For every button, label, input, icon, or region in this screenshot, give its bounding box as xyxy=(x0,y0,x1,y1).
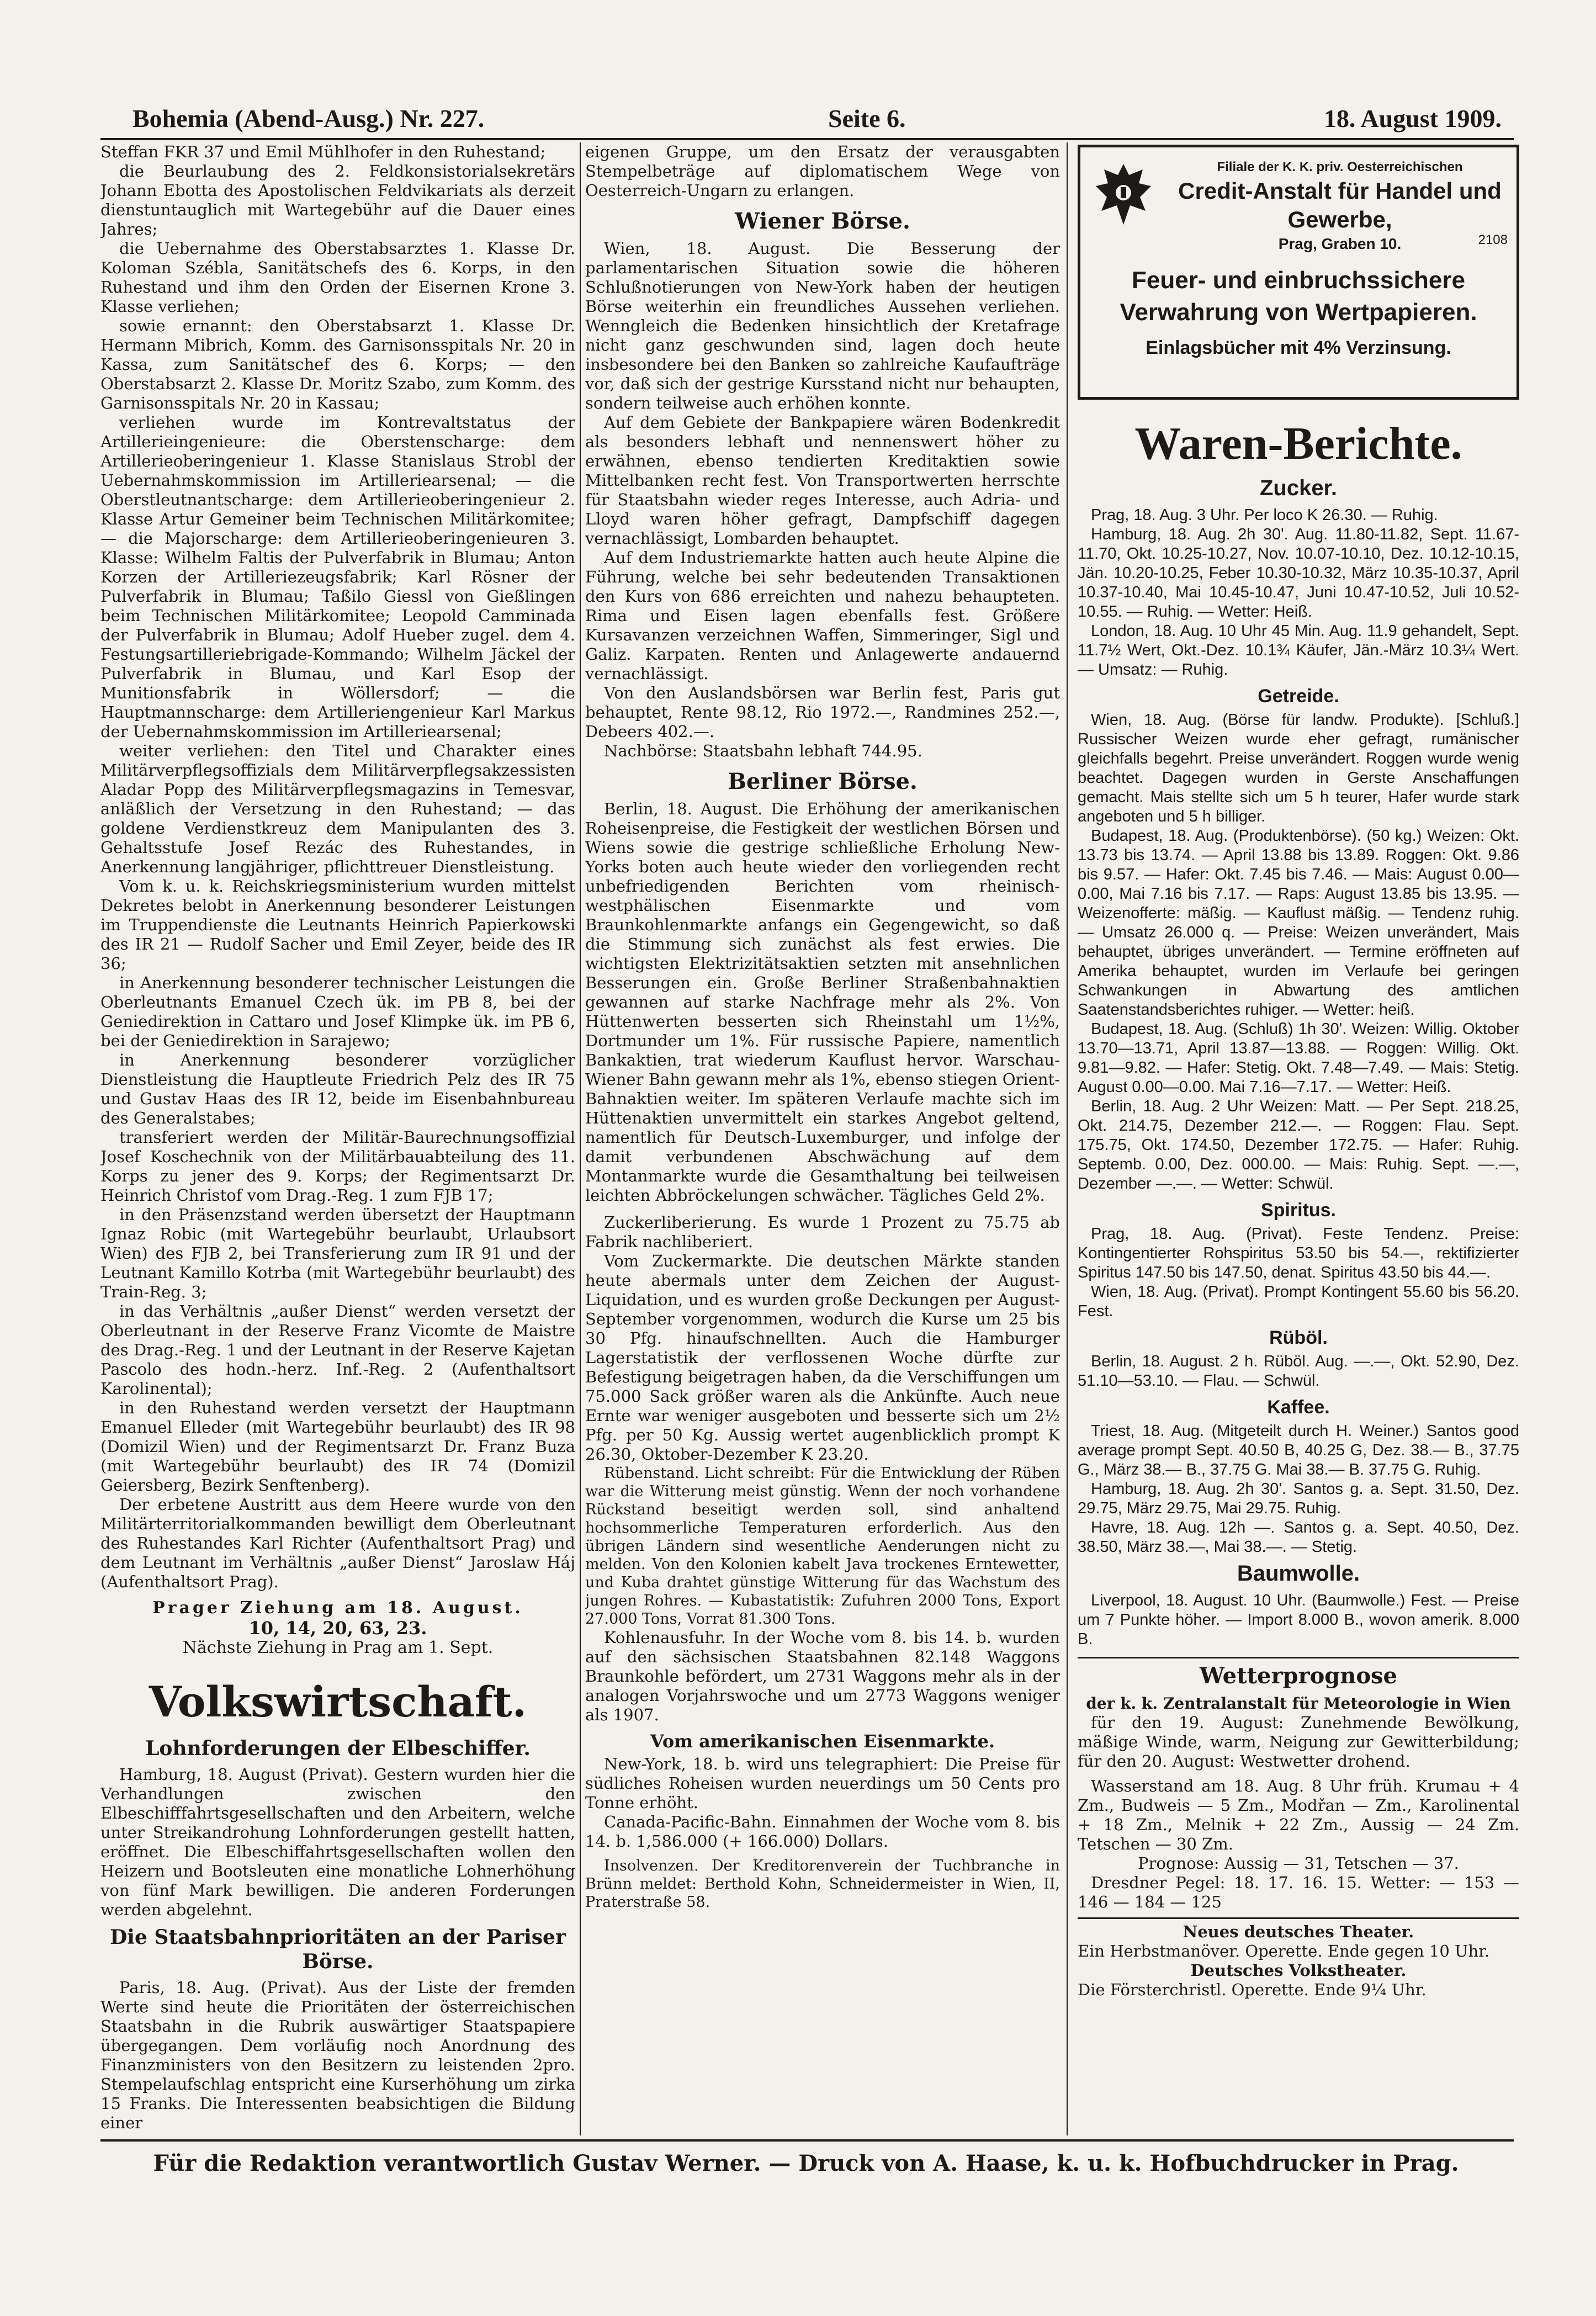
article-paragraph: die Uebernahme des Oberstabsarztes 1. Klasse Dr. Koloman Szébla, Sanitätschefs des 6. Korps, in den Ruhestand und ihm den Orden der Eisernen Krone 3. Klasse verliehen; xyxy=(100,239,575,316)
market-report: Budapest, 18. Aug. (Produktenbörse). (50 kg.) Weizen: Okt. 13.73 bis 13.74. — April 13.88 bis 13.89. Roggen: Okt. 9.86 bis 9.57. — Hafer: Okt. 7.45 bis 7.46. — Mais: August 0.00—0.00, Mai 7.16 bis 7.17. — Raps: August 13.85 bis 13.95. — Weizenofferte: mäßig. — Kauflust mäßig. — Tendenz ruhig. — Umsatz 26.000 q. — Preise: Weizen unverändert, Mais behauptet, übriges unverändert. — Termine eröffneten auf Amerika behauptet, wurden im Verlaufe bei geringen Schwankungen in Abwartung des amtlichen Saatenstandsberichtes ruhiger. — Wetter: heiß. xyxy=(1078,827,1519,1019)
category-zucker: Zucker. xyxy=(1259,476,1338,500)
column-3 xyxy=(1078,142,1519,2135)
category-baumwolle: Baumwolle. xyxy=(1237,1561,1360,1586)
article-paragraph: Wien, 18. August. Die Besserung der parlamentarischen Situation sowie die höheren Schlußnotierungen von New-York haben der heutigen Börse weiterhin ein freundliches Aussehen verliehen. Wenngleich die Bedenken hinsichtlich der Kretafrage nicht ganz geschwunden sind, lagen doch heute insbesondere bei den Banken so zahlreiche Kaufaufträge vor, daß sich der gestrige Kursstand nicht nur behaupten, sondern teilweise auch erhöhen konnte. xyxy=(585,239,1060,412)
article-paragraph: weiter verliehen: den Titel und Charakter eines Militärverpflegsoffizials dem Militärverpflegsakzessisten Aladar Popp des Militärverpflegsmagazins in Temesvar, anläßlich der Versetzung in den Ruhestand; — das goldene Verdienstkreuz dem Manipulanten des 3. Gehaltsstufe Josef Rezác des Ruhestandes, in Anerkennung langjähriger, pflichttreuer Dienstleistung. xyxy=(100,741,575,876)
weather-forecast: für den 19. August: Zunehmende Bewölkung, mäßige Winde, warm, Neigung zur Gewitterbildung; für den 20. August: Westwetter drohend. xyxy=(1078,1713,1519,1771)
article-paragraph: in den Präsenzstand werden übersetzt der Hauptmann Ignaz Robic (mit Wartegebühr beurlaubt, Urlaubsort Wien) des FJB 2, bei Transferierung zum IR 91 und der Leutnant Kamillo Kotrba (mit Wartegebühr beurlaubt) des Train-Reg. 3; xyxy=(100,1205,575,1301)
article-paragraph: Paris, 18. Aug. (Privat). Aus der Liste der fremden Werte sind heute die Prioritäten der österreichischen Staatsbahn in die Rubrik auswärtiger Staatspapiere übergegangen. Dem vorläufig noch Anordnung des Finanzministers von den Besitzern zu leistenden 2pro. Stempelaufschlag entspricht eine Kurserhöhung um zirka 15 Franks. Die Interessenten beabsichtigen die Bildung einer xyxy=(100,1978,575,2132)
bank-advertisement xyxy=(1078,145,1519,400)
article-paragraph: Nachbörse: Staatsbahn lebhaft 744.95. xyxy=(604,741,922,760)
water-level-report: Wasserstand am 18. Aug. 8 Uhr früh. Krumau + 4 Zm., Budweis — 5 Zm., Modřan — Zm., Karolinental + 18 Zm., Melnik + 22 Zm., Aussig — 24 Zm. Tetschen — 30 Zm. xyxy=(1078,1777,1519,1853)
page-header xyxy=(132,98,1502,148)
article-paragraph: Steffan FKR 37 und Emil Mühlhofer in den Ruhestand; xyxy=(100,142,546,161)
ad-interest-rate: Einlagsbücher mit 4% Verzinsung. xyxy=(1146,337,1451,358)
market-report: Prag, 18. Aug. 3 Uhr. Per loco K 26.30. — Ruhig. xyxy=(1091,506,1438,524)
market-report: Liverpool, 18. August. 10 Uhr. (Baumwolle.) Fest. — Preise um 7 Punkte höher. — Import 8.000 B., wovon amerik. 8.000 B. xyxy=(1078,1592,1519,1648)
ad-headline: Feuer- und einbruchssichere Verwahrung von Wertpapieren. xyxy=(1120,267,1477,326)
market-report: Havre, 18. Aug. 12h —. Santos g. a. Sept. 40.50, Dez. 38.50, März 38.—, Mai 38.—. — Stetig. xyxy=(1078,1519,1519,1556)
header-paper-title: Bohemia (Abend-Ausg.) Nr. 227. xyxy=(132,104,485,133)
article-paragraph: Insolvenzen. Der Kreditorenverein der Tuchbranche in Brünn meldet: Berthold Kohn, Schneidermeister in Wien, II, Praterstraße 58. xyxy=(585,1857,1060,1911)
footer-rule xyxy=(100,2139,1514,2142)
column-1 xyxy=(100,142,575,2135)
category-spiritus: Spiritus. xyxy=(1260,1200,1337,1221)
double-eagle-emblem-icon xyxy=(1090,158,1157,230)
article-title-lohnforderungen: Lohnforderungen der Elbeschiffer. xyxy=(145,1737,531,1760)
article-title-wiener-boerse: Wiener Börse. xyxy=(735,208,910,234)
dresden-gauge: Dresdner Pegel: 18. 17. 16. 15. Wetter: — 153 — 146 — 184 — 125 xyxy=(1078,1873,1519,1911)
article-paragraph: Zuckerliberierung. Es wurde 1 Prozent zu 75.75 ab Fabrik nachliberiert. xyxy=(585,1213,1060,1251)
market-report: Berlin, 18. August. 2 h. Rüböl. Aug. —.—, Okt. 52.90, Dez. 51.10—53.10. — Flau. — Schwül. xyxy=(1078,1353,1519,1390)
article-paragraph: New-York, 18. b. wird uns telegraphiert: Die Preise für südliches Roheisen wurden neuerdings um 50 Cents pro Tonne erhöht. xyxy=(585,1755,1060,1812)
weather-title: Wetterprognose xyxy=(1199,1663,1397,1689)
article-paragraph: in das Verhältnis „außer Dienst“ werden versetzt der Oberleutnant in der Reserve Franz Vicomte de Maistre des Drag.-Reg. 1 und der Leutnant in der Reserve Kajetan Pascolo des hodn.-herz. Inf.-Reg. 2 (Aufenthaltsort Karolinental); xyxy=(100,1302,575,1398)
ad-code: 2108 xyxy=(1478,232,1508,247)
article-title-staatsbahn: Die Staatsbahnprioritäten an der Pariser Börse. xyxy=(110,1926,566,1973)
article-paragraph: Auf dem Industriemarkte hatten auch heute Alpine die Führung, welche bei sehr bedeutenden Transaktionen den Kurs von 686 erreichten und nahezu behaupteten. Rima und Eisen lagen ebenfalls fest. Größere Kursavanzen verzeichnen Waffen, Simmeringer, Sigl und Galiz. Karpaten. Renten und Anlagewerte andauernd vernachlässigt. xyxy=(585,548,1060,683)
article-paragraph: Canada-Pacific-Bahn. Einnahmen der Woche vom 8. bis 14. b. 1,586.000 (+ 166.000) Dollars. xyxy=(585,1812,1060,1851)
article-paragraph: in Anerkennung besonderer technischer Leistungen die Oberleutnants Emanuel Czech ük. im PB 8, bei der Geniedirektion in Cattaro und Josef Klimpke ük. im PB 6, bei der Geniedirektion in Sarajewo; xyxy=(100,973,575,1050)
article-paragraph: Rübenstand. Licht schreibt: Für die Entwicklung der Rüben war die Witterung meist günstig. Wenn der noch vorhandene Rückstand beseitigt werden soll, sind anhaltend hochsommerliche Temperaturen erforderlich. Aus den übrigen Ländern sind wesentliche Aenderungen nicht zu melden. Von den Kolonien kabelt Java trockenes Erntewetter, und Kuba drahtet günstige Witterung für das Wachstum des jungen Rohres. — Kubastatistik: Zufuhren 2000 Tons, Export 27.000 Tons, Vorrat 81.300 Tons. xyxy=(585,1465,1060,1628)
header-rule xyxy=(100,138,1514,140)
article-paragraph: verliehen wurde im Kontrevaltstatus der Artillerieingenieure: die Oberstenscharge: dem Artillerieoberingenieur 1. Klasse Stanislaus Strobl der Uebernahmskommission im Artilleriearsenal; — die Oberstleutnantscharge: dem Artillerieoberingenieur 2. Klasse Artur Gemeiner beim Technischen Militärkomitee; — die Majorscharge: dem Artillerieoberingenieuren 3. Klasse: Wilhelm Faltis der Pulverfabrik in Blumau; Anton Korzen der Artilleriezeugsfabrik; Karl Rösner der Pulverfabrik in Blumau; Taßilo Giessl von Gießlingen beim Technischen Militärkomitee; Leopold Camminada der Pulverfabrik in Blumau; Adolf Hueber zugel. dem 4. Festungsartilleriebrigade-Kommando; Wilhelm Jäckel der Pulverfabrik in Blumau, und Karl Esop der Munitionsfabrik in Wöllersdorf; — die Hauptmannscharge: dem Artilleriengenieur Karl Markus der Uebernahmskommission im Artilleriearsenal; xyxy=(100,413,575,741)
water-level-prognosis: Prognose: Aussig — 31, Tetschen — 37. xyxy=(1138,1854,1459,1873)
market-report: London, 18. Aug. 10 Uhr 45 Min. Aug. 11.9 gehandelt, Sept. 11.7½ Wert, Okt.-Dez. 10.1¾ Käufer, Jän.-März 10.3¼ Wert. — Umsatz: — Ruhig. xyxy=(1078,622,1519,679)
ad-bank-address: Prag, Graben 10. xyxy=(1278,235,1402,252)
article-paragraph: Von den Auslandsbörsen war Berlin fest, Paris gut behauptet, Rente 98.12, Rio 1972.—, Randmines 252.—, Debeers 402.—. xyxy=(585,683,1060,741)
section-rule xyxy=(1078,1917,1519,1919)
article-paragraph: Vom Zuckermarkte. Die deutschen Märkte standen heute abermals unter dem Zeichen der August-Liquidation, und es wurden große Deckungen per August-September vorgenommen, wodurch die Kurse um 25 bis 30 Pfg. hinaufschnellten. Auch die Hamburger Lagerstatistik der verflossenen Woche dürfte zur Befestigung beigetragen haben, da die Verschiffungen um 75.000 Sack größer waren als die Ankünfte. Auch neue Ernte war weniger ausgeboten und besserte sich um 2½ Pfg. per 50 Kg. Aussig wertet augenblicklich prompt K 26.30, Oktober-Dezember K 23.20. xyxy=(585,1252,1060,1464)
column-divider-2 xyxy=(1067,142,1068,2135)
theater-title-2: Deutsches Volkstheater. xyxy=(1190,1961,1407,1980)
market-report: Wien, 18. Aug. (Börse für landw. Produkte). [Schluß.] Russischer Weizen wurde eher gefragt, rumänischer gleichfalls begehrt. Preise unverändert. Roggen wurde wenig beachtet. Dagegen wurden in Gerste Anschaffungen gemacht. Mais stellte sich um 5 h teurer, Hafer wurde stark angeboten und 5 h billiger. xyxy=(1078,711,1519,825)
theater-program-2: Die Försterchristl. Operette. Ende 9¼ Uhr. xyxy=(1078,1980,1427,1999)
lottery-next: Nächste Ziehung in Prag am 1. Sept. xyxy=(182,1638,494,1657)
header-page-number: Seite 6. xyxy=(828,104,906,133)
section-title-volkswirtschaft: Volkswirtschaft. xyxy=(149,1677,527,1726)
market-report: Hamburg, 18. Aug. 2h 30'. Santos g. a. Sept. 31.50, Dez. 29.75, März 29.75, Mai 29.75. Ruhig. xyxy=(1078,1480,1519,1517)
article-paragraph: Hamburg, 18. August (Privat). Gestern wurden hier die Verhandlungen zwischen den Elbeschifffahrtsgesellschaften und den Arbeitern, welche unter Streikandrohung Lohnforderungen gestellt hatten, eröffnet. Die Elbeschiffahrtsgesellschaften wollen den Heizern und Bootsleuten eine monatliche Lohnerhöhung von fünf Mark bewilligen. Die anderen Forderungen werden abgelehnt. xyxy=(100,1765,575,1919)
ad-bank-title: Credit-Anstalt für Handel und Gewerbe, xyxy=(1178,178,1502,232)
category-kaffee: Kaffee. xyxy=(1267,1397,1330,1418)
article-paragraph: eigenen Gruppe, um den Ersatz der verausgabten Stempelbeträge auf diplomatischem Wege von Oesterreich-Ungarn zu erlangen. xyxy=(585,142,1060,200)
article-paragraph: die Beurlaubung des 2. Feldkonsistorialsekretärs Johann Ebotta des Apostolischen Feldvikariats als derzeit dienstuntauglich mit Wartegebühr auf die Dauer eines Jahres; xyxy=(100,162,575,239)
category-getreide: Getreide. xyxy=(1258,686,1339,707)
weather-source: der k. k. Zentralanstalt für Meteorologie in Wien xyxy=(1086,1694,1511,1713)
market-report: Hamburg, 18. Aug. 2h 30'. Aug. 11.80-11.82, Sept. 11.67-11.70, Okt. 10.25-10.27, Nov. 10.07-10.10, Dez. 10.12-10.15, Jän. 10.20-10.25, Feber 10.30-10.32, März 10.35-10.37, April 10.37-10.40, Mai 10.45-10.47, Juni 10.47-10.52, Juli 10.52-10.55. — Ruhig. — Wetter: Heiß. xyxy=(1078,526,1519,621)
market-report: Budapest, 18. Aug. (Schluß) 1h 30'. Weizen: Willig. Oktober 13.70—13.71, April 13.87—13.88. — Roggen: Willig. Okt. 9.81—9.82. — Hafer: Stetig. Okt. 7.48—7.49. — Mais: Stetig. August 0.00—0.00. Mai 7.16—7.17. — Wetter: Heiß. xyxy=(1078,1020,1519,1096)
article-paragraph: Berlin, 18. August. Die Erhöhung der amerikanischen Roheisenpreise, die Festigkeit der westlichen Börsen und Wiens sowie die gestrige schließliche Erholung New-Yorks boten auch heute wieder den vorliegenden recht unbefriedigenden Berichten vom rheinisch-westphälischen Eisenmarkte und vom Braunkohlenmarkte anfangs ein Gegengewicht, so daß die Stimmung sich zunächst als fest erwies. Die wichtigsten Elektrizitätsaktien setzten mit ansehnlichen Besserungen ein. Große Berliner Straßenbahnaktien gewannen auf starke Nachfrage mehr als 2%. Von Hüttenwerten besserten sich Rheinstahl um 1½%, Dortmunder um 1%. Für russische Papiere, namentlich Bankaktien, trat wiederum Kauflust hervor. Warschau-Wiener Bahn gewann mehr als 1%, ebenso stiegen Orient-Bahnaktien weiter. Im späteren Verlaufe machte sich im Hüttenaktien unvermittelt ein starkes Angebot geltend, namentlich für Deutsch-Luxemburger, und infolge der damit verbundenen Abschwächung auf dem Montanmarkte wurde die Gesamthaltung bei teilweisen leichten Abbröckelungen schwächer. Tägliches Geld 2%. xyxy=(585,799,1060,1205)
article-title-eisenmarkt: Vom amerikanischen Eisenmarkte. xyxy=(650,1731,995,1752)
market-report: Triest, 18. Aug. (Mitgeteilt durch H. Weiner.) Santos good average prompt Sept. 40.50 B, 40.25 G, Dez. 38.— B., 37.75 G., März 38.— B., 37.75 G. Mai 38.— B. 37.75 G. Ruhig. xyxy=(1078,1422,1519,1478)
article-paragraph: Der erbetene Austritt aus dem Heere wurde von den Militärterritorialkommanden bewilligt dem Oberleutnant des Ruhestandes Karl Richter (Aufenthaltsort Prag) und dem Leutnant im Verhältnis „außer Dienst“ Jaroslaw Háj (Aufenthaltsort Prag). xyxy=(100,1495,575,1591)
lottery-heading: Prager Ziehung am 18. August. xyxy=(152,1598,523,1618)
article-paragraph: in den Ruhestand werden versetzt der Hauptmann Emanuel Elleder (mit Wartegebühr beurlaubt) des IR 98 (Domizil Wien) und der Regimentsarzt Dr. Franz Buza (mit Wartegebühr beurlaubt) des IR 74 (Domizil Geiersberg, Bezirk Senftenberg). xyxy=(100,1398,575,1494)
lottery-numbers: 10, 14, 20, 63, 23. xyxy=(248,1618,427,1639)
section-rule xyxy=(1078,1657,1519,1658)
ad-bank-name-line: Filiale der K. K. priv. Oesterreichischen xyxy=(1217,160,1463,174)
category-rueboel: Rüböl. xyxy=(1269,1327,1328,1348)
column-2 xyxy=(585,142,1060,2135)
article-paragraph: Auf dem Gebiete der Bankpapiere wären Bodenkredit als besonders lebhaft und nennenswert höher zu erwähnen, ebenso tendierten Kreditaktien sowie Mittelbanken recht fest. Von Transportwerten herrschte für Staatsbahn wieder reges Interesse, auch Adria- und Lloyd waren höher gefragt, Dampfschiff dagegen vernachlässigt, Lombarden behauptet. xyxy=(585,413,1060,548)
article-paragraph: Vom k. u. k. Reichskriegsministerium wurden mittelst Dekretes belobt in Anerkennung besonderer Leistungen im Truppendienste die Leutnants Heinrich Papierkowski des IR 21 — Rudolf Sacher und Emil Zeyer, beide des IR 36; xyxy=(100,877,575,973)
market-report: Wien, 18. Aug. (Privat). Prompt Kontingent 55.60 bis 56.20. Fest. xyxy=(1078,1283,1519,1320)
market-report: Berlin, 18. Aug. 2 Uhr Weizen: Matt. — Per Sept. 218.25, Okt. 214.75, Dezember 212.—. — Roggen: Flau. Sept. 175.75, Okt. 174.50, Dezember 172.75. — Hafer: Ruhig. Septemb. 0.00, Dez. 000.00. — Mais: Ruhig. Sept. —.—, Dezember —.—. — Wetter: Schwül. xyxy=(1078,1098,1519,1193)
article-paragraph: sowie ernannt: den Oberstabsarzt 1. Klasse Dr. Hermann Mibrich, Komm. des Garnisonsspitals Nr. 20 in Kassa, zum Sanitätschef des 6. Korps; — den Oberstabsarzt 2. Klasse Dr. Moritz Szabo, zum Komm. des Garnisonsspitals Nr. 20 in Kassau; xyxy=(100,316,575,412)
article-paragraph: Kohlenausfuhr. In der Woche vom 8. bis 14. b. wurden auf den sächsischen Staatsbahnen 82.148 Waggons Braunkohle befördert, um 2731 Waggons mehr als in der analogen Vorjahrswoche und um 2773 Waggons weniger als 1907. xyxy=(585,1628,1060,1724)
theater-title-1: Neues deutsches Theater. xyxy=(1183,1922,1414,1941)
theater-program-1: Ein Herbstmanöver. Operette. Ende gegen 10 Uhr. xyxy=(1078,1942,1490,1960)
section-title-warenberichte: Waren-Berichte. xyxy=(1134,418,1462,469)
column-divider-1 xyxy=(580,142,581,2135)
header-date: 18. August 1909. xyxy=(1323,104,1502,133)
article-paragraph: in Anerkennung besonderer vorzüglicher Dienstleistung die Hauptleute Friedrich Pelz des IR 75 und Gustav Haas des IR 12, beide im Eisenbahnbureau des Generalstabes; xyxy=(100,1051,575,1127)
article-paragraph: transferiert werden der Militär-Baurechnungsoffizial Josef Koschechnik von der Militärbauabteilung des 11. Korps zu jener des 9. Korps; der Regimentsarzt Dr. Heinrich Christof vom Drag.-Reg. 1 zum FJB 17; xyxy=(100,1128,575,1205)
article-title-berliner-boerse: Berliner Börse. xyxy=(728,769,918,794)
market-report: Prag, 18. Aug. (Privat). Feste Tendenz. Preise: Kontingentierter Rohspiritus 53.50 bis 54.—, rektifizierter Spiritus 147.50 bis 147.50, denat. Spiritus 43.50 bis 44.—. xyxy=(1078,1225,1519,1281)
imprint-footer: Für die Redaktion verantwortlich Gustav Werner. — Druck von A. Haase, k. u. k. Hofbuchdrucker in Prag. xyxy=(153,2150,1459,2176)
